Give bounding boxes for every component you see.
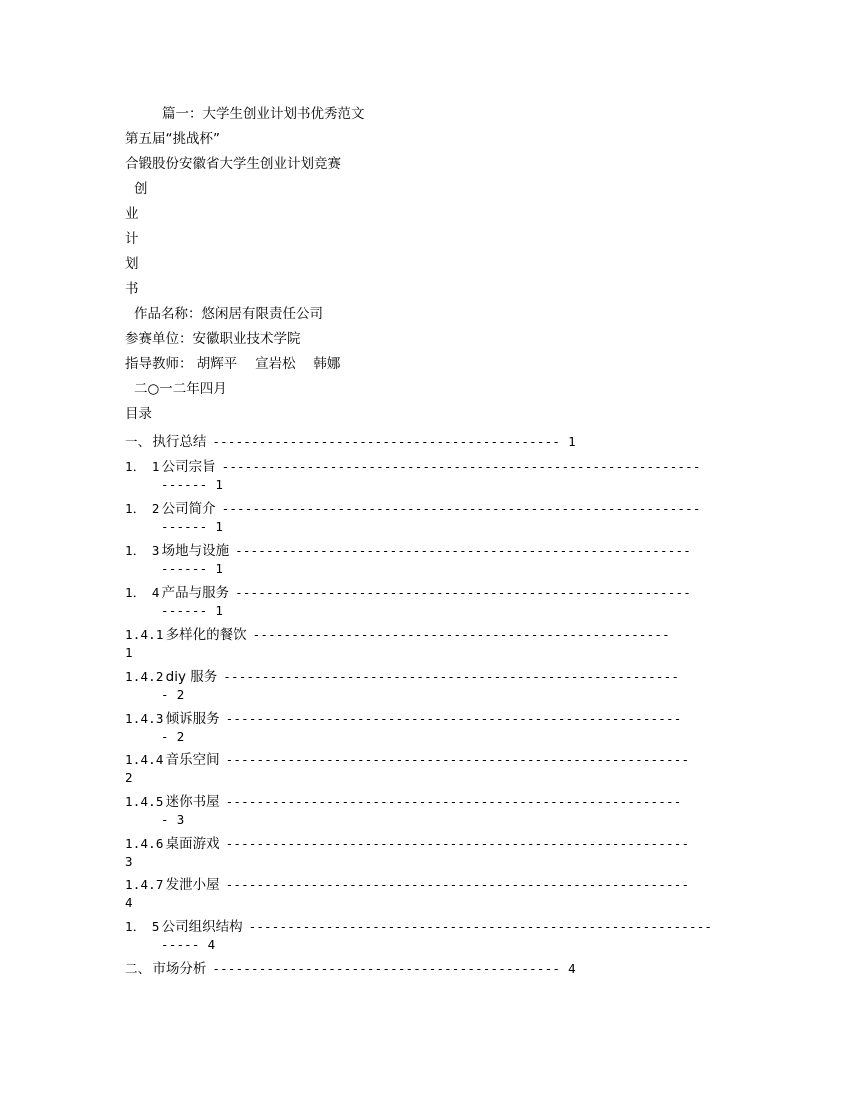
toc-entry-leader-wrap: ------ — [161, 561, 208, 576]
toc-entry-title: 场地与设施 — [161, 543, 230, 559]
toc-entry-page: 4 — [125, 895, 133, 910]
toc-entry[interactable] — [125, 542, 691, 560]
toc-entry-continuation — [125, 894, 133, 912]
toc-entry-leader: ----------------------------------------------------------- — [225, 711, 682, 726]
toc-entry[interactable] — [125, 876, 689, 894]
toc-entry-number: 1． 1 — [125, 459, 160, 474]
toc-entry-number: 1.4.5 — [125, 794, 164, 809]
toc-entry-title: 产品与服务 — [161, 585, 230, 601]
toc-entry-leader: --------------------------------------------- — [212, 434, 561, 449]
toc-entry-leader: -------------------------------------------------------------- — [221, 501, 701, 516]
toc-entry-leader: ------------------------------------------------------------ — [225, 752, 690, 767]
vertical-title-char-4: 划 — [125, 256, 139, 272]
participating-unit: 参赛单位：安徽职业技术学院 — [125, 331, 301, 347]
document-title: 篇一：大学生创业计划书优秀范文 — [162, 106, 365, 122]
toc-entry-leader-wrap: ------ — [161, 519, 208, 534]
toc-entry-leader: --------------------------------------------- — [212, 961, 561, 976]
toc-entry-leader: ------------------------------------------------------------ — [225, 877, 690, 892]
toc-entry-title: 倾诉服务 — [165, 711, 220, 727]
toc-entry-continuation — [125, 769, 133, 787]
vertical-title-char-1: 创 — [134, 181, 148, 197]
toc-entry-page: 1 — [568, 434, 576, 449]
toc-entry-title: 市场分析 — [152, 961, 207, 977]
toc-entry-continuation — [161, 476, 223, 494]
toc-entry-continuation — [161, 728, 184, 746]
toc-entry-page: 3 — [125, 854, 133, 869]
toc-entry-title: 桌面游戏 — [165, 836, 220, 852]
toc-entry[interactable] — [125, 626, 670, 644]
toc-entry-continuation — [161, 811, 184, 829]
toc-entry[interactable] — [125, 500, 701, 518]
toc-entry-page: 4 — [207, 937, 216, 952]
toc-entry-continuation — [161, 686, 184, 704]
toc-entry-leader: ----------------------------------------------------------- — [235, 585, 691, 600]
toc-entry[interactable] — [125, 433, 576, 451]
toc-entry-leader-wrap: - — [161, 729, 169, 744]
vertical-title-char-5: 书 — [125, 281, 139, 297]
vertical-title-char-3: 计 — [125, 231, 139, 247]
toc-entry-page: 2 — [176, 729, 185, 744]
toc-entry[interactable] — [125, 458, 701, 476]
work-name: 作品名称：悠闲居有限责任公司 — [134, 306, 323, 322]
toc-entry[interactable] — [125, 751, 689, 769]
toc-entry-continuation — [161, 936, 215, 954]
toc-entry-continuation — [161, 518, 223, 536]
toc-entry-number: 一、 — [125, 434, 151, 449]
toc-entry-title: 多样化的餐饮 — [165, 627, 247, 643]
toc-entry-page: 2 — [125, 770, 133, 785]
toc-entry[interactable] — [125, 584, 691, 602]
toc-entry-leader-wrap: ----- — [161, 937, 200, 952]
toc-entry-leader-wrap: - — [161, 687, 169, 702]
toc-entry-title: 音乐空间 — [165, 752, 220, 768]
toc-entry-leader-wrap: ------ — [161, 603, 208, 618]
toc-entry-title: 公司简介 — [161, 501, 216, 517]
toc-entry-continuation — [161, 560, 223, 578]
toc-entry-number: 1． 4 — [125, 585, 160, 600]
toc-entry-page: 1 — [215, 603, 224, 618]
toc-entry-number: 1.4.6 — [125, 836, 164, 851]
toc-entry-continuation — [125, 853, 133, 871]
toc-entry[interactable] — [125, 793, 681, 811]
toc-entry-page: 4 — [568, 961, 576, 976]
toc-entry-number: 1． 3 — [125, 543, 160, 558]
toc-entry-title: 执行总结 — [152, 434, 207, 450]
toc-entry-leader: ----------------------------------------------------------- — [225, 794, 682, 809]
toc-entry-number: 1． 2 — [125, 501, 160, 516]
vertical-title-char-2: 业 — [125, 206, 139, 222]
toc-entry-page: 1 — [125, 645, 133, 660]
toc-entry-page: 1 — [215, 561, 224, 576]
toc-entry-leader: ------------------------------------------------------ — [252, 627, 670, 642]
competition-line-2: 合锻股份安徽省大学生创业计划竞赛 — [125, 156, 341, 172]
toc-entry[interactable] — [125, 918, 712, 936]
toc-entry-leader-wrap: ------ — [161, 477, 208, 492]
toc-entry-page: 3 — [176, 812, 185, 827]
toc-entry-number: 1.4.2 — [125, 669, 164, 684]
toc-entry[interactable] — [125, 710, 681, 728]
toc-entry-number: 1.4.4 — [125, 752, 164, 767]
toc-entry-title: 迷你书屋 — [165, 794, 220, 810]
toc-entry-leader: ----------------------------------------------------------- — [223, 669, 680, 684]
advisors: 指导教师： 胡辉平 宣岩松 韩娜 — [125, 356, 341, 372]
toc-entry-title: diy 服务 — [165, 669, 218, 685]
toc-entry[interactable] — [125, 960, 576, 978]
toc-entry-title: 发泄小屋 — [165, 877, 220, 893]
competition-line-1: 第五届“挑战杯” — [125, 131, 220, 147]
toc-entry-number: 二、 — [125, 961, 151, 976]
toc-entry-leader: ------------------------------------------------------------ — [225, 836, 690, 851]
toc-entry-leader: -------------------------------------------------------------- — [221, 459, 701, 474]
toc-entry-leader: ------------------------------------------------------------ — [248, 919, 713, 934]
toc-entry-leader: ----------------------------------------------------------- — [235, 543, 691, 558]
toc-entry-title: 公司宗旨 — [161, 459, 216, 475]
toc-entry-number: 1． 5 — [125, 919, 160, 934]
toc-entry-page: 2 — [176, 687, 185, 702]
toc-entry-number: 1.4.1 — [125, 627, 164, 642]
toc-entry-page: 1 — [215, 477, 224, 492]
toc-entry[interactable] — [125, 668, 679, 686]
document-date: 二○一二年四月 — [134, 381, 227, 397]
toc-heading: 目录 — [125, 406, 152, 422]
toc-entry-continuation — [161, 602, 223, 620]
toc-entry[interactable] — [125, 835, 689, 853]
toc-entry-number: 1.4.3 — [125, 711, 164, 726]
toc-entry-leader-wrap: - — [161, 812, 169, 827]
toc-entry-continuation — [125, 644, 133, 662]
toc-entry-page: 1 — [215, 519, 224, 534]
toc-entry-title: 公司组织结构 — [161, 919, 243, 935]
toc-entry-number: 1.4.7 — [125, 877, 164, 892]
